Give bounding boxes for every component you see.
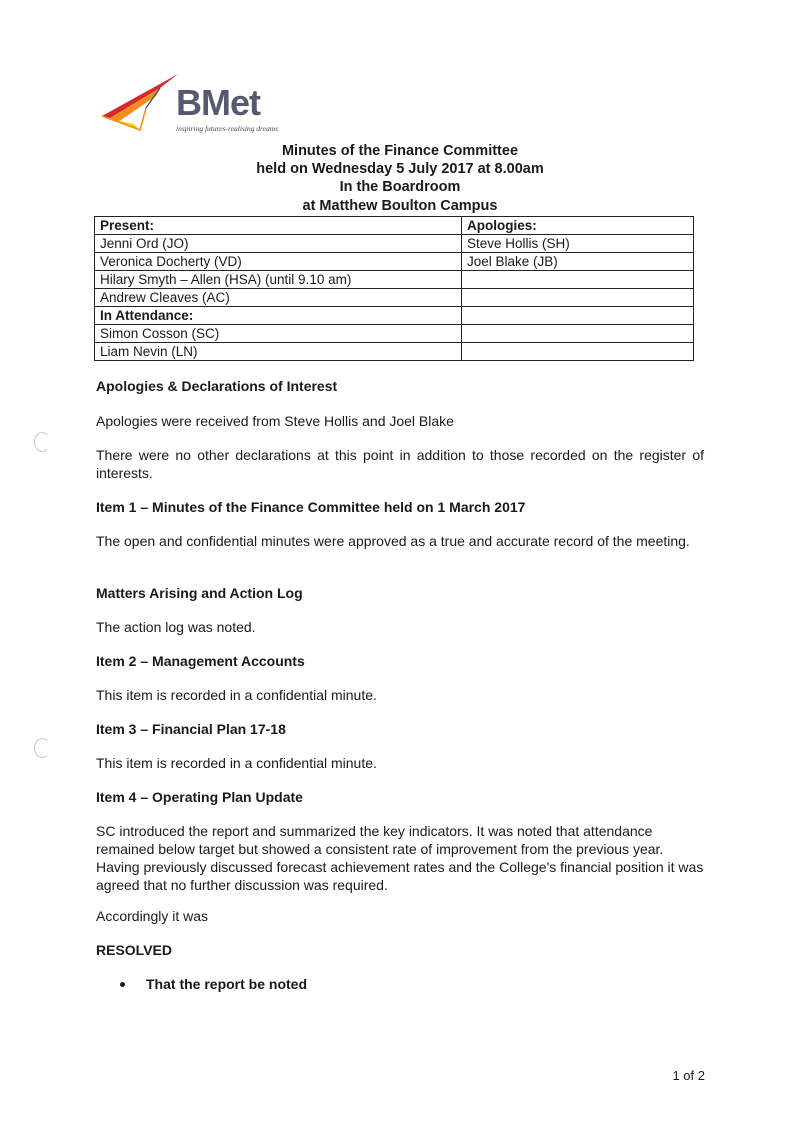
table-cell: Veronica Docherty (VD) [95, 253, 462, 271]
section-heading: Matters Arising and Action Log [96, 585, 303, 601]
apologies-header: Apologies: [462, 217, 694, 235]
bullet-item: That the report be noted [146, 976, 307, 992]
table-cell: Hilary Smyth – Allen (HSA) (until 9.10 am) [95, 271, 462, 289]
attendance-table [94, 216, 694, 361]
paragraph: This item is recorded in a confidential minute. [96, 687, 377, 703]
table-cell: Liam Nevin (LN) [95, 343, 462, 361]
table-cell: Andrew Cleaves (AC) [95, 289, 462, 307]
punch-hole [34, 738, 50, 758]
paragraph: The action log was noted. [96, 619, 256, 635]
table-row [95, 343, 694, 361]
section-heading: Item 3 – Financial Plan 17-18 [96, 721, 286, 737]
table-row [95, 289, 694, 307]
logo-wordmark: BMet [176, 82, 260, 123]
section-heading: Item 2 – Management Accounts [96, 653, 305, 669]
bmet-logo [100, 72, 320, 134]
paragraph: This item is recorded in a confidential minute. [96, 755, 377, 771]
punch-hole [34, 432, 50, 452]
paragraph: Apologies were received from Steve Hollis and Joel Blake [96, 413, 454, 429]
logo-tagline: inspiring futures-realising dreams [176, 124, 279, 133]
title-line-1: Minutes of the Finance Committee [281, 143, 519, 159]
title-line-2: held on Wednesday 5 July 2017 at 8.00am [256, 161, 544, 177]
in-attendance-header: In Attendance: [95, 307, 462, 325]
table-cell: Joel Blake (JB) [462, 253, 694, 271]
table-cell [462, 271, 694, 289]
bmet-logo-mark-icon [100, 72, 180, 134]
table-cell: Steve Hollis (SH) [462, 235, 694, 253]
paragraph: SC introduced the report and summarized the key indicators. It was noted that attendance remained below target but showed a consistent rate of improvement from the previous year. Having previously discussed forecast achievement rates and the College's financial position it was agreed that no further discussion was required. [96, 823, 704, 893]
section-heading: Item 1 – Minutes of the Finance Committee held on 1 March 2017 [96, 499, 526, 515]
title-line-3: In the Boardroom [339, 179, 461, 195]
page-number: 1 of 2 [672, 1068, 705, 1083]
table-cell [462, 307, 694, 325]
table-row [95, 217, 694, 235]
paragraph: There were no other declarations at this point in addition to those recorded on the register of interests. [96, 447, 704, 481]
table-row [95, 271, 694, 289]
table-cell [462, 325, 694, 343]
bullet-icon [120, 982, 125, 987]
section-heading: Apologies & Declarations of Interest [96, 378, 338, 394]
table-row [95, 253, 694, 271]
section-heading: Item 4 – Operating Plan Update [96, 789, 303, 805]
title-line-4: at Matthew Boulton Campus [302, 198, 498, 214]
paragraph: Accordingly it was [96, 908, 209, 924]
table-cell: Simon Cosson (SC) [95, 325, 462, 343]
table-cell [462, 289, 694, 307]
table-row [95, 235, 694, 253]
table-row [95, 325, 694, 343]
paragraph: The open and confidential minutes were approved as a true and accurate record of the meeting. [96, 533, 690, 549]
table-cell: Jenni Ord (JO) [95, 235, 462, 253]
table-cell [462, 343, 694, 361]
present-header: Present: [95, 217, 462, 235]
resolved-label: RESOLVED [96, 942, 172, 958]
table-row [95, 307, 694, 325]
